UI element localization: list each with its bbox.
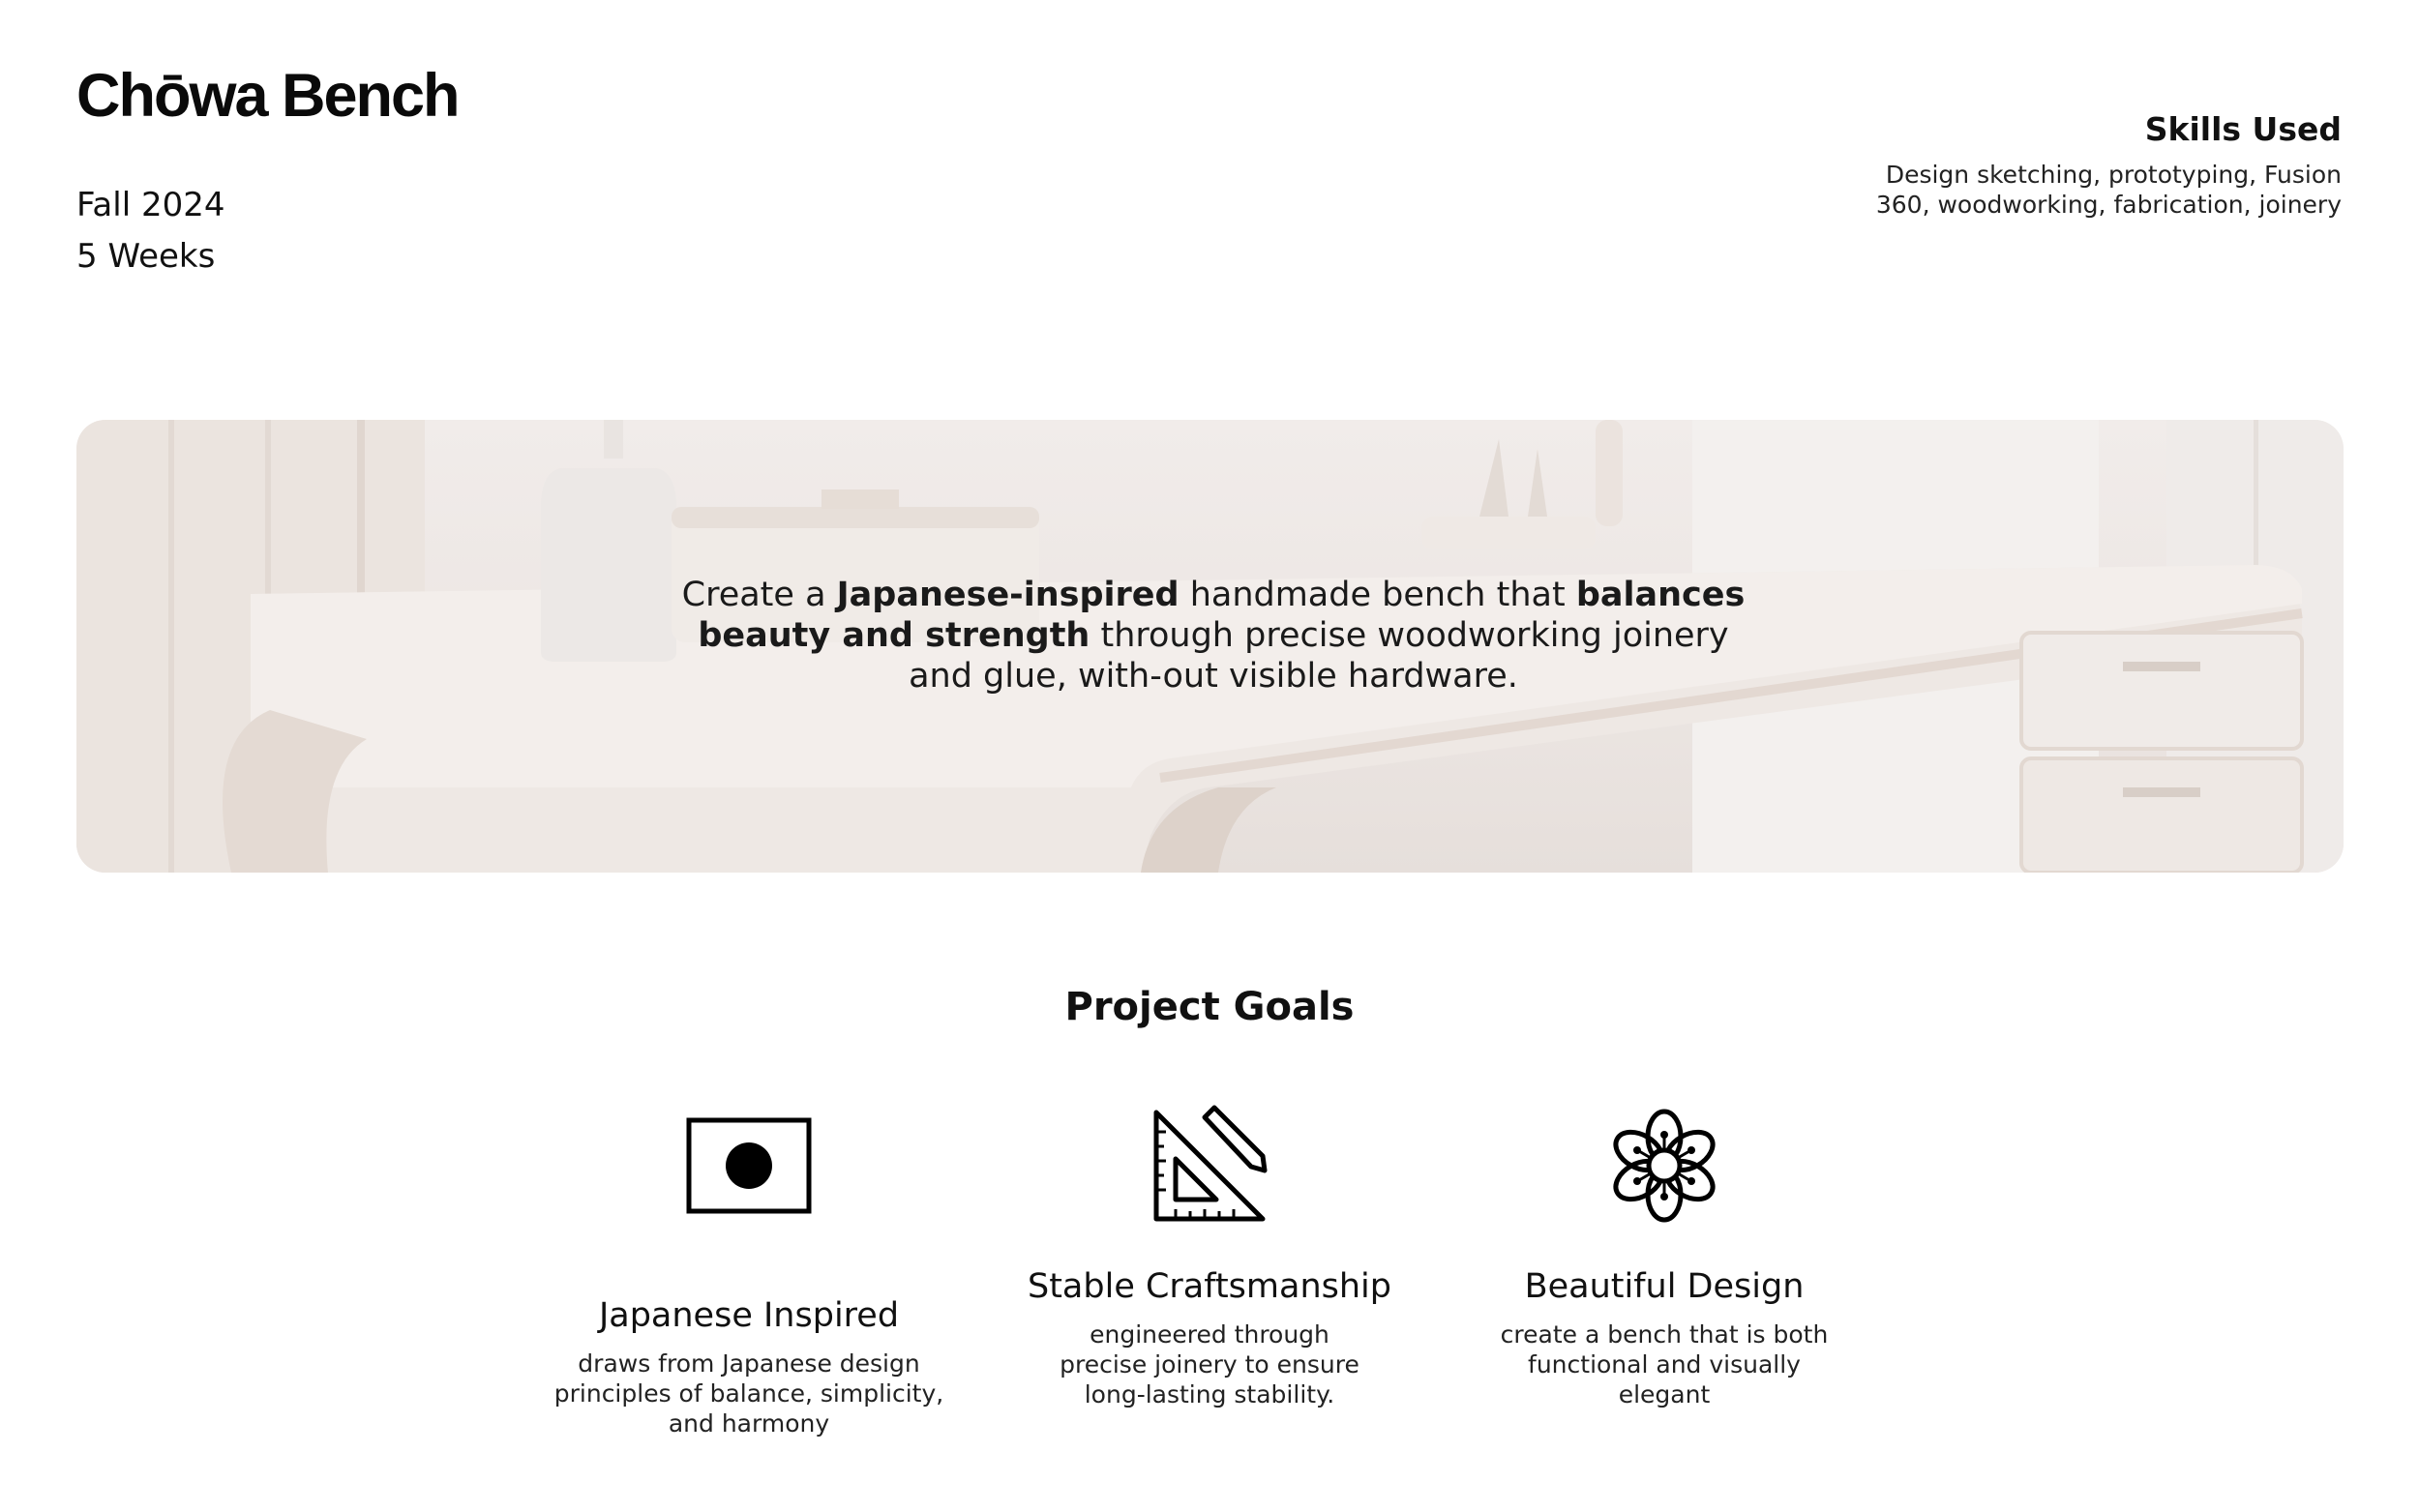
goal-card [997, 1093, 1422, 1409]
goal-desc-line: elegant [1618, 1380, 1711, 1408]
goal-title: Japanese Inspired [598, 1296, 900, 1335]
goal-title: Beautiful Design [1524, 1267, 1805, 1306]
goal-card [1451, 1093, 1877, 1409]
goal-card [536, 1093, 962, 1438]
project-term: Fall 2024 [76, 186, 225, 224]
goal-desc-line: draws from Japanese design [578, 1349, 920, 1378]
banner-statement [676, 575, 1750, 697]
skills-line: 360, woodworking, fabrication, joinery [1875, 191, 2342, 219]
goal-desc-line: create a bench that is both [1500, 1320, 1829, 1349]
goal-desc-line: and harmony [668, 1409, 830, 1438]
goal-desc-line: precise joinery to ensure [1060, 1350, 1359, 1379]
project-meta [76, 180, 225, 282]
statement-emphasis: balances beauty and strength [698, 576, 1746, 655]
skills-section [1761, 110, 2342, 220]
goal-description [997, 1319, 1422, 1409]
statement-text: through precise woodworking joinery and glue, with-out visible hardware. [909, 616, 1729, 696]
goal-desc-line: long-lasting stability. [1084, 1380, 1335, 1408]
goals-heading: Project Goals [1064, 985, 1355, 1029]
skills-line: Design sketching, prototyping, Fusion [1885, 161, 2342, 189]
goal-description [1451, 1319, 1877, 1409]
goal-desc-line: engineered through [1090, 1320, 1329, 1349]
goal-desc-line: functional and visually [1528, 1350, 1801, 1379]
set-square-pencil-icon [997, 1093, 1422, 1238]
statement-text: handmade bench that [1179, 576, 1576, 614]
statement-text: Create a [681, 576, 837, 614]
goal-title: Stable Craftsmanship [1027, 1267, 1391, 1306]
hero-banner [76, 420, 2344, 873]
goal-description [536, 1349, 962, 1438]
japan-flag-icon [536, 1093, 962, 1238]
page-title: Chōwa Bench [76, 62, 459, 130]
goal-desc-line: principles of balance, simplicity, [553, 1379, 944, 1408]
skills-heading: Skills Used [2144, 110, 2342, 148]
flower-icon [1451, 1093, 1877, 1238]
statement-emphasis: Japanese-inspired [836, 576, 1180, 614]
project-duration: 5 Weeks [76, 237, 216, 276]
skills-text [1761, 160, 2342, 220]
